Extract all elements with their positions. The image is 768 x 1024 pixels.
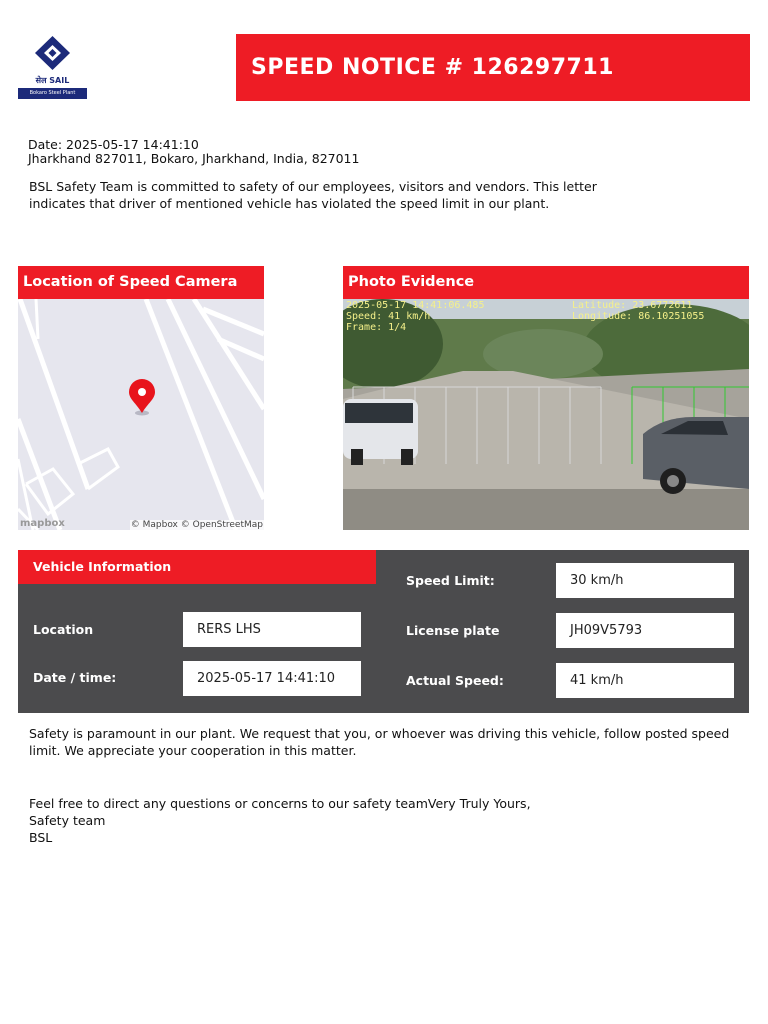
speed-limit-value: 30 km/h bbox=[556, 563, 734, 598]
photo-panel-heading: Photo Evidence bbox=[343, 266, 749, 299]
overlay-longitude: Longitude: 86.10251055 bbox=[572, 311, 705, 322]
actual-speed-label: Actual Speed: bbox=[406, 673, 504, 688]
actual-speed-value: 41 km/h bbox=[556, 663, 734, 698]
photo-evidence-image[interactable] bbox=[343, 299, 749, 530]
contact-line: Feel free to direct any questions or concerns to our safety teamVery Truly Yours, bbox=[29, 796, 531, 811]
signoff-team: Safety team bbox=[29, 813, 106, 828]
notice-date: Date: 2025-05-17 14:41:10 bbox=[28, 137, 199, 152]
overlay-timestamp: 2025-05-17 14:41:06.485 bbox=[346, 300, 485, 311]
sail-logo-icon bbox=[18, 34, 87, 76]
signoff-org: BSL bbox=[29, 830, 53, 845]
map-attribution[interactable]: © Mapbox © OpenStreetMap bbox=[130, 520, 263, 530]
sail-logo bbox=[18, 34, 88, 100]
vehicle-info-panel bbox=[18, 550, 749, 713]
speed-limit-label: Speed Limit: bbox=[406, 573, 495, 588]
overlay-speed: Speed: 41 km/h bbox=[346, 311, 431, 322]
license-plate-value: JH09V5793 bbox=[556, 613, 734, 648]
intro-paragraph: BSL Safety Team is committed to safety of our employees, visitors and vendors. This letter indicates that driver of mentioned vehicle has violated the speed limit in our plant. bbox=[29, 179, 597, 211]
overlay-latitude: Latitude: 23.6772611 bbox=[572, 300, 693, 311]
vehicle-info-heading: Vehicle Information bbox=[18, 550, 376, 584]
location-label: Location bbox=[33, 622, 94, 637]
overlay-frame: Frame: 1/4 bbox=[346, 322, 407, 333]
mapbox-logo[interactable]: mapbox bbox=[20, 518, 65, 529]
logo-subtitle: Bokaro Steel Plant bbox=[18, 88, 87, 99]
logo-name: सेल SAIL bbox=[35, 76, 70, 85]
notice-address: Jharkhand 827011, Bokaro, Jharkhand, India, 827011 bbox=[28, 151, 360, 166]
map-pin-icon[interactable] bbox=[129, 379, 155, 416]
license-plate-label: License plate bbox=[406, 623, 500, 638]
location-value: RERS LHS bbox=[183, 612, 361, 647]
notice-title: SPEED NOTICE # 126297711 bbox=[251, 55, 614, 80]
notice-banner bbox=[236, 34, 750, 101]
datetime-label: Date / time: bbox=[33, 670, 117, 685]
datetime-value: 2025-05-17 14:41:10 bbox=[183, 661, 361, 696]
speed-camera-map[interactable] bbox=[18, 299, 264, 530]
map-panel-heading: Location of Speed Camera bbox=[18, 266, 264, 299]
safety-paragraph: Safety is paramount in our plant. We request that you, or whoever was driving this vehicle, follow posted speed limit. We appreciate your cooperation in this matter. bbox=[29, 726, 730, 758]
